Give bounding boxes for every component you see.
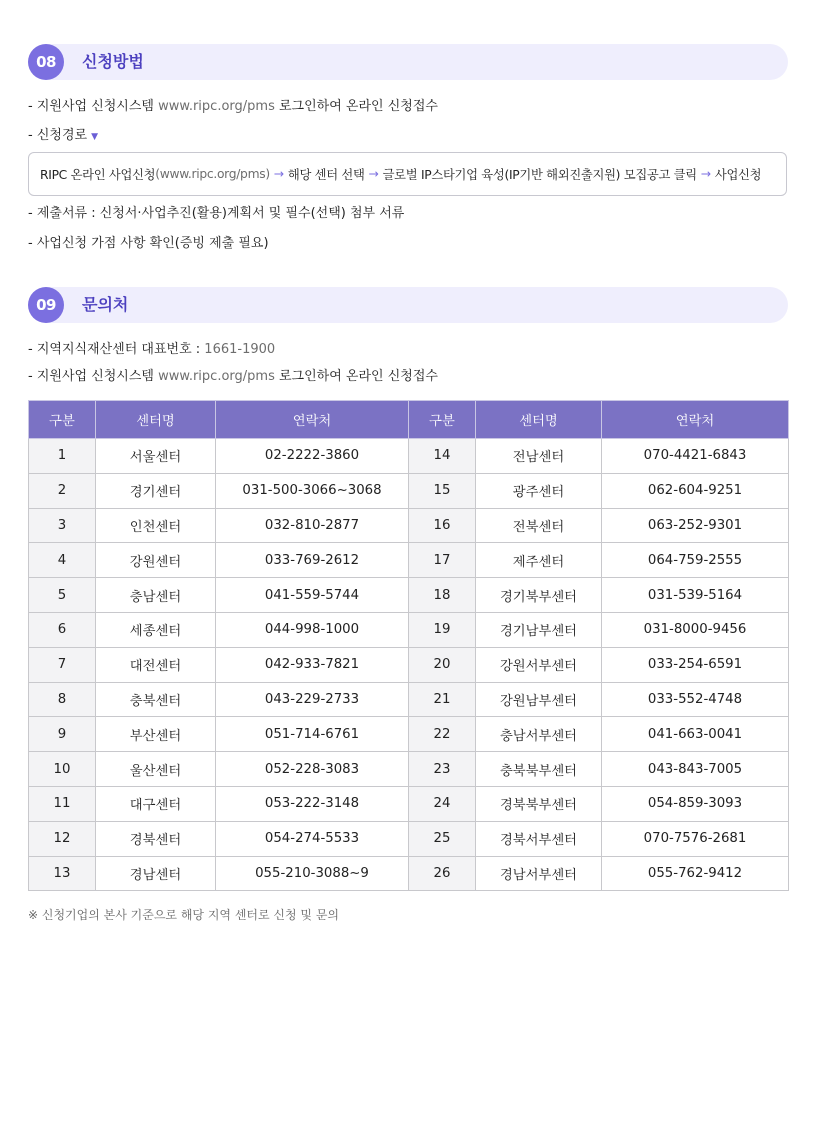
center-name: 서울센터: [96, 439, 216, 474]
center-name: 경기북부센터: [476, 578, 602, 613]
section-title: 신청방법: [82, 52, 144, 71]
center-name: 대전센터: [96, 647, 216, 682]
center-name: 충북북부센터: [476, 752, 602, 787]
row-number: 26: [409, 856, 476, 891]
center-contact-table: [28, 400, 789, 891]
table-row: [29, 786, 789, 821]
center-phone: 031-539-5164: [602, 578, 789, 613]
pms-url-link[interactable]: www.ripc.org/pms: [158, 99, 275, 114]
row-number: 10: [29, 752, 96, 787]
row-number: 25: [409, 821, 476, 856]
table-row: [29, 717, 789, 752]
center-phone: 043-843-7005: [602, 752, 789, 787]
center-phone: 064-759-2555: [602, 543, 789, 578]
row-number: 4: [29, 543, 96, 578]
center-phone: 032-810-2877: [216, 508, 409, 543]
section-header-contact: [28, 287, 788, 323]
row-number: 9: [29, 717, 96, 752]
center-phone: 070-4421-6843: [602, 439, 789, 474]
center-name: 경기남부센터: [476, 612, 602, 647]
center-phone: 043-229-2733: [216, 682, 409, 717]
route-label: - 신청경로 ▼: [28, 128, 98, 143]
row-number: 6: [29, 612, 96, 647]
row-number: 2: [29, 473, 96, 508]
apply-route-box: RIPC 온라인 사업신청 (www.ripc.org/pms) → 해당 센터 선택 → 글로벌 IP스타기업 육성(IP기반 해외진출지원) 모집공고 클릭 → 사업신청: [28, 152, 787, 196]
center-name: 대구센터: [96, 786, 216, 821]
center-phone: 051-714-6761: [216, 717, 409, 752]
row-number: 14: [409, 439, 476, 474]
table-row: [29, 856, 789, 891]
header-number: 구분: [409, 401, 476, 439]
center-phone: 063-252-9301: [602, 508, 789, 543]
row-number: 15: [409, 473, 476, 508]
center-name: 경남센터: [96, 856, 216, 891]
section-number-badge: 08: [28, 44, 64, 80]
header-number: 구분: [29, 401, 96, 439]
table-row: [29, 543, 789, 578]
center-phone: 041-559-5744: [216, 578, 409, 613]
row-number: 20: [409, 647, 476, 682]
submission-documents: - 제출서류 : 신청서·사업추진(활용)계획서 및 필수(선택) 첨부 서류: [28, 206, 405, 221]
table-row: [29, 578, 789, 613]
header-contact: 연락처: [216, 401, 409, 439]
center-phone: 02-2222-3860: [216, 439, 409, 474]
arrow-right-icon: →: [273, 167, 284, 181]
center-name: 강원센터: [96, 543, 216, 578]
center-phone: 055-762-9412: [602, 856, 789, 891]
row-number: 1: [29, 439, 96, 474]
table-row: [29, 439, 789, 474]
center-phone: 054-274-5533: [216, 821, 409, 856]
center-name: 세종센터: [96, 612, 216, 647]
table-row: [29, 682, 789, 717]
caret-down-icon: ▼: [91, 132, 98, 142]
section-number-badge: 09: [28, 287, 64, 323]
header-center-name: 센터명: [96, 401, 216, 439]
route-url[interactable]: (www.ripc.org/pms): [155, 167, 270, 181]
section-title: 문의처: [82, 295, 129, 314]
row-number: 18: [409, 578, 476, 613]
center-name: 충남서부센터: [476, 717, 602, 752]
row-number: 24: [409, 786, 476, 821]
table-row: [29, 821, 789, 856]
table-row: [29, 647, 789, 682]
table-row: [29, 612, 789, 647]
center-phone: 053-222-3148: [216, 786, 409, 821]
center-name: 제주센터: [476, 543, 602, 578]
center-phone: 033-552-4748: [602, 682, 789, 717]
row-number: 12: [29, 821, 96, 856]
center-phone: 044-998-1000: [216, 612, 409, 647]
row-number: 23: [409, 752, 476, 787]
center-name: 경북센터: [96, 821, 216, 856]
arrow-right-icon: →: [700, 167, 711, 181]
main-phone-number: 1661-1900: [204, 342, 276, 357]
center-phone: 033-769-2612: [216, 543, 409, 578]
center-name: 경기센터: [96, 473, 216, 508]
row-number: 22: [409, 717, 476, 752]
header-contact: 연락처: [602, 401, 789, 439]
center-phone: 052-228-3083: [216, 752, 409, 787]
table-row: [29, 473, 789, 508]
row-number: 17: [409, 543, 476, 578]
center-name: 강원남부센터: [476, 682, 602, 717]
center-name: 경북북부센터: [476, 786, 602, 821]
center-name: 전북센터: [476, 508, 602, 543]
row-number: 8: [29, 682, 96, 717]
arrow-right-icon: →: [368, 167, 379, 181]
apply-system-line: - 지원사업 신청시스템 www.ripc.org/pms 로그인하여 온라인 신청접수: [28, 369, 438, 384]
row-number: 11: [29, 786, 96, 821]
center-phone: 062-604-9251: [602, 473, 789, 508]
apply-system-line: - 지원사업 신청시스템 www.ripc.org/pms 로그인하여 온라인 신청접수: [28, 99, 438, 114]
bonus-check: - 사업신청 가점 사항 확인(증빙 제출 필요): [28, 236, 269, 251]
center-phone: 042-933-7821: [216, 647, 409, 682]
center-phone: 033-254-6591: [602, 647, 789, 682]
table-row: [29, 752, 789, 787]
center-name: 충남센터: [96, 578, 216, 613]
center-name: 전남센터: [476, 439, 602, 474]
section-header-apply-method: [28, 44, 788, 80]
center-name: 인천센터: [96, 508, 216, 543]
center-name: 부산센터: [96, 717, 216, 752]
center-phone: 055-210-3088~9: [216, 856, 409, 891]
row-number: 7: [29, 647, 96, 682]
center-name: 울산센터: [96, 752, 216, 787]
center-phone: 031-8000-9456: [602, 612, 789, 647]
center-name: 경남서부센터: [476, 856, 602, 891]
footnote: ※ 신청기업의 본사 기준으로 해당 지역 센터로 신청 및 문의: [28, 908, 340, 922]
center-name: 광주센터: [476, 473, 602, 508]
row-number: 13: [29, 856, 96, 891]
row-number: 3: [29, 508, 96, 543]
table-row: [29, 508, 789, 543]
center-phone: 041-663-0041: [602, 717, 789, 752]
center-name: 강원서부센터: [476, 647, 602, 682]
pms-url-link[interactable]: www.ripc.org/pms: [158, 369, 275, 384]
row-number: 16: [409, 508, 476, 543]
center-phone: 031-500-3066~3068: [216, 473, 409, 508]
main-phone-line: - 지역지식재산센터 대표번호 : 1661-1900: [28, 342, 276, 357]
row-number: 5: [29, 578, 96, 613]
row-number: 21: [409, 682, 476, 717]
table-header-row: [29, 401, 789, 439]
center-phone: 070-7576-2681: [602, 821, 789, 856]
row-number: 19: [409, 612, 476, 647]
center-name: 충북센터: [96, 682, 216, 717]
header-center-name: 센터명: [476, 401, 602, 439]
center-phone: 054-859-3093: [602, 786, 789, 821]
center-name: 경북서부센터: [476, 821, 602, 856]
